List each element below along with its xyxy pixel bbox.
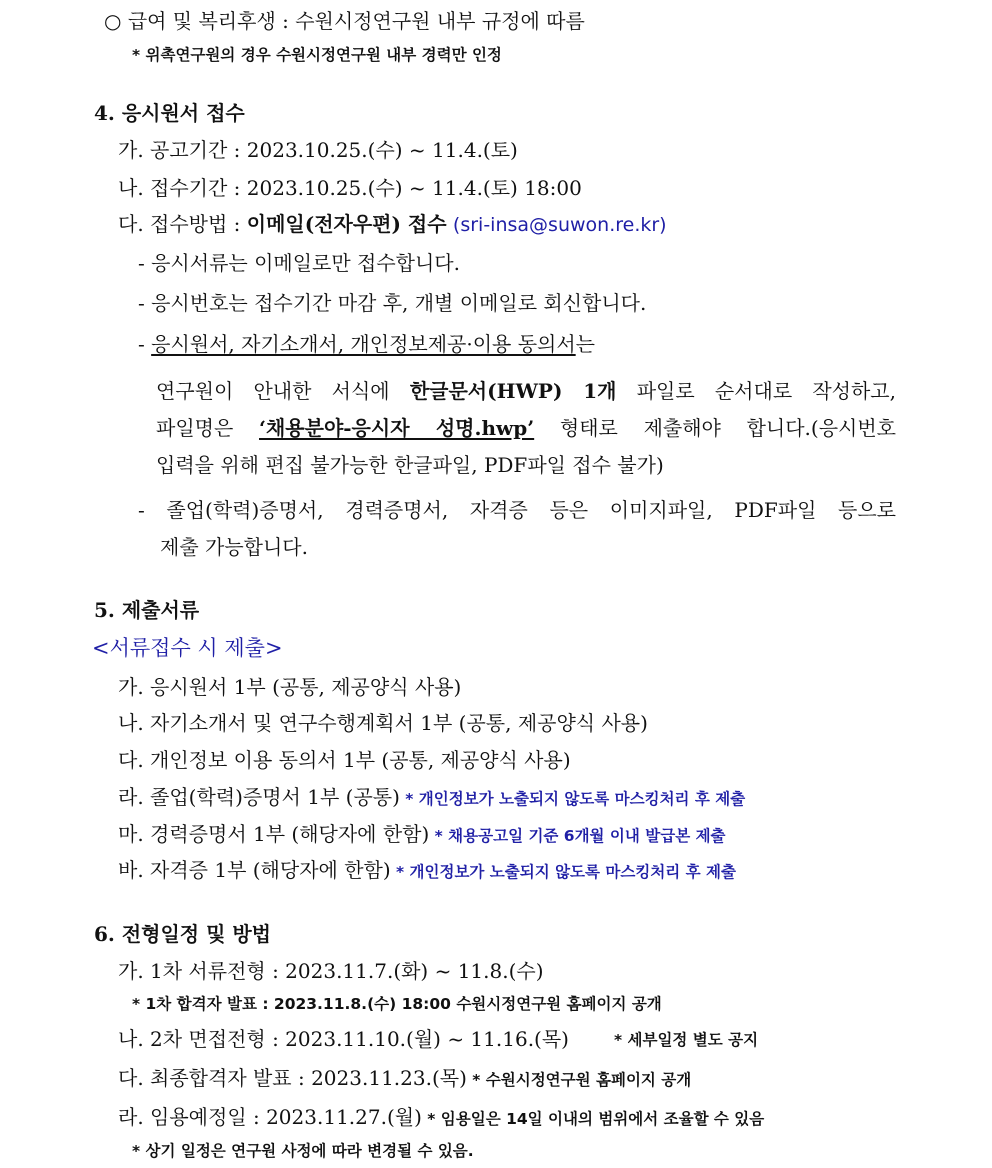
- benefits-line: [104, 8, 585, 34]
- dash-marker: -: [138, 332, 152, 356]
- section6-item-ga: 가. 1차 서류전형 : 2023.11.7.(화) ~ 11.8.(수): [118, 959, 544, 983]
- p2-a: 파일명은: [156, 416, 260, 440]
- section5-item-ba: [118, 857, 736, 883]
- section6-footer-note: * 상기 일정은 연구원 사정에 따라 변경될 수 있음.: [132, 1142, 474, 1160]
- section4-item-da: [118, 211, 667, 238]
- section5-item-ga: 가. 응시원서 1부 (공통, 제공양식 사용): [118, 675, 462, 699]
- section6-item-na: [118, 1026, 569, 1052]
- section5-item-ma: [118, 821, 726, 847]
- section4-dash-1: - 응시서류는 이메일로만 접수합니다.: [138, 251, 460, 275]
- section5-ra-note: * 개인정보가 노출되지 않도록 마스킹처리 후 제출: [399, 790, 746, 808]
- section5-item-na: 나. 자기소개서 및 연구수행계획서 1부 (공통, 제공양식 사용): [118, 711, 648, 735]
- filename-format: ‘채용분야-응시자 성명.hwp’: [259, 416, 535, 440]
- section4-dash-4-line2: 제출 가능합니다.: [160, 535, 308, 559]
- section6-item-ra: [118, 1104, 764, 1130]
- section6-item-da: [118, 1065, 691, 1091]
- p1-bold: 한글문서(HWP) 1개: [409, 379, 617, 403]
- section4-dash-3: [138, 331, 595, 357]
- paragraph-line-2: [156, 415, 896, 441]
- section6-na-text: 나. 2차 면접전형 : 2023.11.10.(월) ~ 11.16.(목): [118, 1027, 569, 1051]
- section5-ba-note: * 개인정보가 노출되지 않도록 마스킹처리 후 제출: [390, 863, 736, 881]
- section6-da-note: * 수원시정연구원 홈페이지 공개: [466, 1071, 692, 1089]
- section6-ra-note: * 임용일은 14일 이내의 범위에서 조율할 수 있음: [421, 1110, 765, 1128]
- section4-dash-2: - 응시번호는 접수기간 마감 후, 개별 이메일로 회신합니다.: [138, 291, 647, 315]
- p2-b: 형태로 제출해야 합니다.(응시번호: [534, 416, 896, 440]
- paragraph-line-1: [156, 378, 896, 404]
- p1-a: 연구원이 안내한 서식에: [156, 379, 410, 403]
- benefits-note: * 위촉연구원의 경우 수원시정연구원 내부 경력만 인정: [132, 46, 502, 64]
- benefits-text: 급여 및 복리후생 : 수원시정연구원 내부 규정에 따름: [127, 9, 585, 33]
- p1-b: 파일로 순서대로 작성하고,: [616, 379, 896, 403]
- dash-3-suffix: 는: [575, 332, 595, 356]
- section5-subtitle: <서류접수 시 제출>: [92, 636, 283, 660]
- circle-bullet-icon: ○: [104, 9, 122, 33]
- section6-da-text: 다. 최종합격자 발표 : 2023.11.23.(목): [118, 1066, 467, 1090]
- email-address[interactable]: (sri-insa@suwon.re.kr): [452, 214, 667, 236]
- paragraph-line-3: 입력을 위해 편집 불가능한 한글파일, PDF파일 접수 불가): [156, 453, 664, 477]
- section4-item-ga: 가. 공고기간 : 2023.10.25.(수) ~ 11.4.(토): [118, 138, 518, 162]
- section5-title: 5. 제출서류: [94, 598, 200, 622]
- section5-ma-text: 마. 경력증명서 1부 (해당자에 한함): [118, 822, 430, 846]
- section5-ma-note: * 채용공고일 기준 6개월 이내 발급본 제출: [429, 827, 726, 845]
- section5-item-ra: [118, 784, 745, 810]
- section6-ra-text: 라. 임용예정일 : 2023.11.27.(월): [118, 1105, 422, 1129]
- section6-na-note: * 세부일정 별도 공지: [614, 1031, 759, 1049]
- section4-title: 4. 응시원서 접수: [94, 101, 245, 125]
- section4-dash-4-line1: - 졸업(학력)증명서, 경력증명서, 자격증 등은 이미지파일, PDF파일 등으로: [138, 498, 896, 522]
- section4-da-prefix: 다. 접수방법 :: [118, 212, 247, 236]
- section5-ra-text: 라. 졸업(학력)증명서 1부 (공통): [118, 785, 400, 809]
- section6-ga-note: * 1차 합격자 발표 : 2023.11.8.(수) 18:00 수원시정연구원 홈페이지 공개: [132, 995, 662, 1013]
- underlined-documents: 응시원서, 자기소개서, 개인정보제공·이용 동의서: [151, 332, 576, 356]
- section5-item-da: 다. 개인정보 이용 동의서 1부 (공통, 제공양식 사용): [118, 748, 571, 772]
- section4-da-method: 이메일(전자우편) 접수: [246, 212, 447, 236]
- section5-ba-text: 바. 자격증 1부 (해당자에 한함): [118, 858, 391, 882]
- section6-title: 6. 전형일정 및 방법: [94, 922, 272, 946]
- section4-item-na: 나. 접수기간 : 2023.10.25.(수) ~ 11.4.(토) 18:00: [118, 176, 582, 200]
